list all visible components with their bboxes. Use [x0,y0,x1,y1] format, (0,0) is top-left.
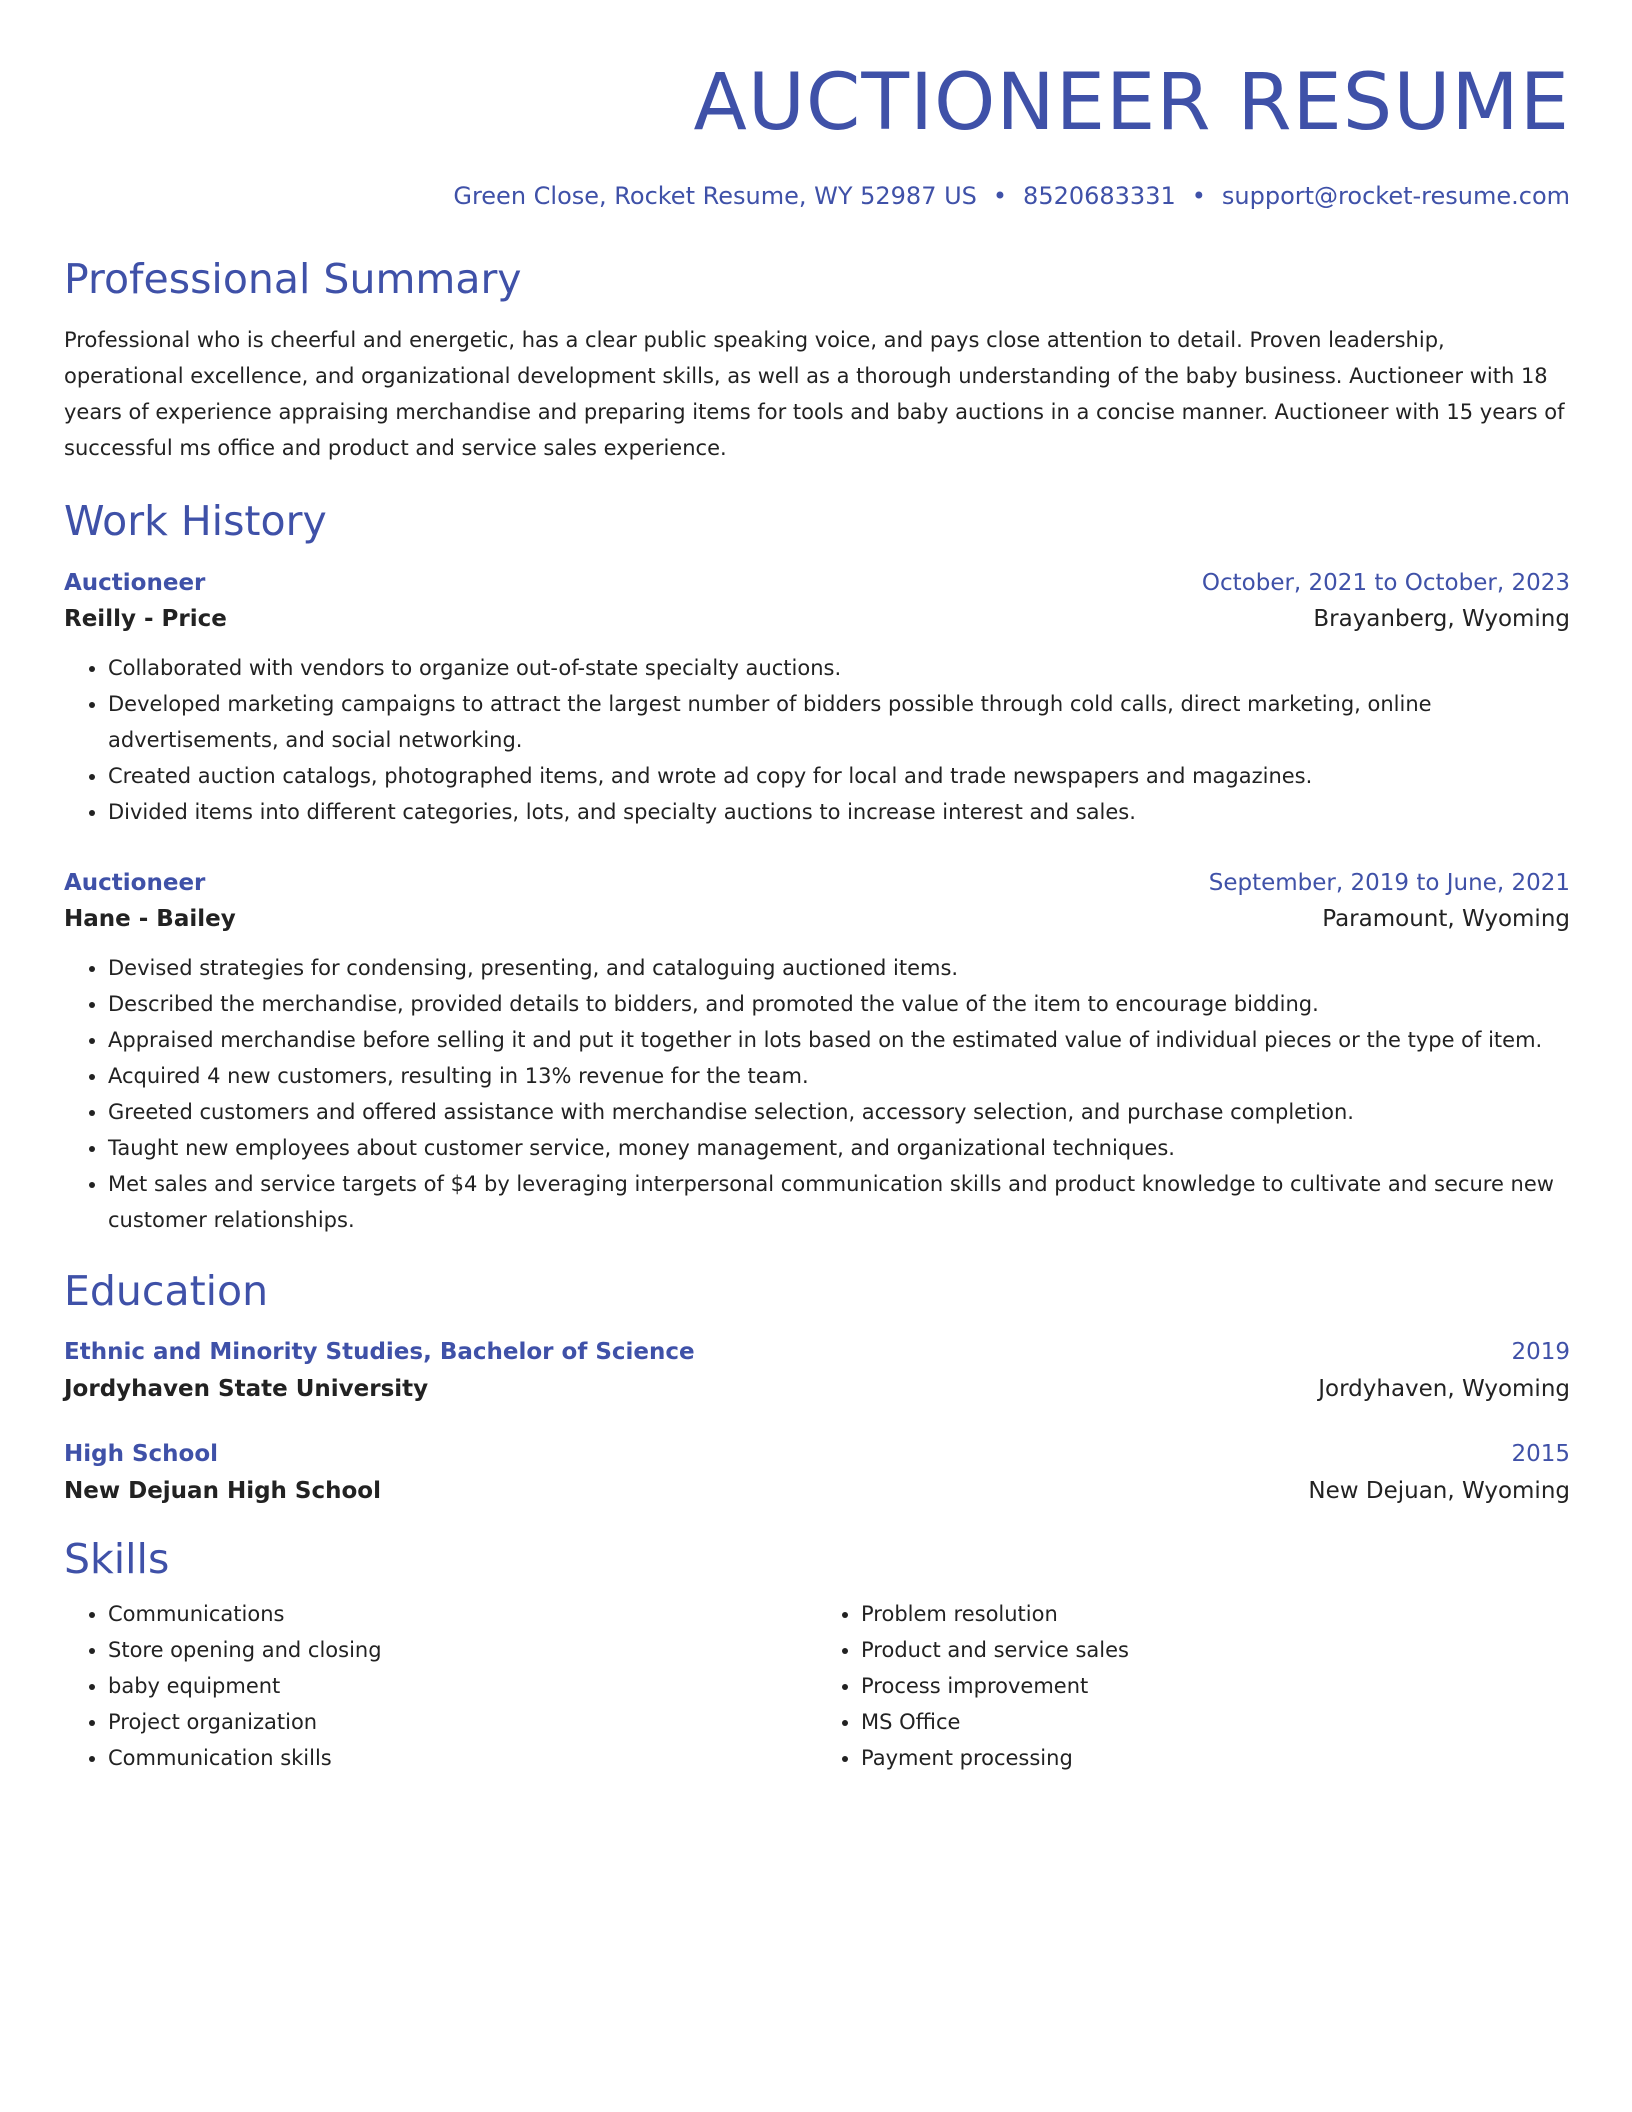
list-item: • Devised strategies for condensing, presenting, and cataloguing auctioned items. [108,950,1570,986]
job-location: Paramount, Wyoming [1322,906,1570,932]
education-location: New Dejuan, Wyoming [1308,1478,1570,1504]
job-employer-row [64,600,1570,638]
contact-separator: • [992,182,1008,210]
summary-heading: Professional Summary [64,255,522,303]
education-school: New Dejuan High School [64,1478,381,1504]
job-bullets [64,950,1570,1238]
skills-column-right [817,1596,1570,1776]
job-employer: Hane - Bailey [64,906,236,932]
list-item: • Developed marketing campaigns to attract the largest number of bidders possible through cold calls, direct marketing, online advertisements, and social networking. [108,686,1570,758]
list-item: • Described the merchandise, provided details to bidders, and promoted the value of the item to encourage bidding. [108,986,1570,1022]
job-dates: September, 2019 to June, 2021 [1208,870,1570,896]
list-item: • Collaborated with vendors to organize out-of-state specialty auctions. [108,650,1570,686]
skill-item: • Communication skills [108,1740,817,1776]
education-school-row [64,1370,1570,1408]
skills-column-left [64,1596,817,1776]
education-year: 2015 [1511,1441,1570,1467]
list-item: • Created auction catalogs, photographed items, and wrote ad copy for local and trade newspapers and magazines. [108,758,1570,794]
skills-heading: Skills [64,1535,170,1583]
contact-separator: • [1191,182,1206,210]
job-employer-row [64,900,1570,938]
education-degree: High School [64,1441,219,1467]
resume-title: AUCTIONEER RESUME [693,58,1570,148]
contact-line [64,180,1570,212]
education-entry [64,1334,1570,1408]
skills-list [64,1596,1570,1776]
skill-item: • MS Office [861,1704,1570,1740]
skill-item: • Problem resolution [861,1596,1570,1632]
job-employer: Reilly - Price [64,606,227,632]
skill-item: • Process improvement [861,1668,1570,1704]
list-item: • Appraised merchandise before selling it and put it together in lots based on the estimated value of individual pieces or the type of item. [108,1022,1570,1058]
education-degree: Ethnic and Minority Studies, Bachelor of Science [64,1339,695,1365]
education-location: Jordyhaven, Wyoming [1318,1376,1570,1402]
job-header-row [64,866,1570,900]
job-dates: October, 2021 to October, 2023 [1201,570,1570,596]
education-heading: Education [64,1267,269,1315]
job-location: Brayanberg, Wyoming [1313,606,1570,632]
job-bullets [64,650,1570,830]
skill-item: • Product and service sales [861,1632,1570,1668]
job-header-row [64,566,1570,600]
education-school-row [64,1472,1570,1510]
contact-email: support@rocket-resume.com [1221,182,1570,210]
skill-item: • baby equipment [108,1668,817,1704]
contact-phone: 8520683331 [1023,182,1176,210]
job-title: Auctioneer [64,870,206,896]
list-item: • Acquired 4 new customers, resulting in 13% revenue for the team. [108,1058,1570,1094]
list-item: • Met sales and service targets of $4 by leveraging interpersonal communication skills and product knowledge to cultivate and secure new customer relationships. [108,1166,1570,1238]
list-item: • Divided items into different categories, lots, and specialty auctions to increase interest and sales. [108,794,1570,830]
education-header-row [64,1436,1570,1472]
contact-address: Green Close, Rocket Resume, WY 52987 US [453,182,977,210]
skill-item: • Communications [108,1596,817,1632]
skill-item: • Payment processing [861,1740,1570,1776]
skill-item: • Project organization [108,1704,817,1740]
education-year: 2019 [1511,1339,1570,1365]
list-item: • Greeted customers and offered assistance with merchandise selection, accessory selection, and purchase completion. [108,1094,1570,1130]
job-entry [64,566,1570,830]
education-entry [64,1436,1570,1510]
education-school: Jordyhaven State University [64,1376,429,1402]
work-history-heading: Work History [64,497,327,545]
education-header-row [64,1334,1570,1370]
skill-item: • Store opening and closing [108,1632,817,1668]
job-entry [64,866,1570,1238]
job-title: Auctioneer [64,570,206,596]
summary-text: Professional who is cheerful and energetic, has a clear public speaking voice, and pays close attention to detail. Proven leadership, operational excellence, and organizational development skills, as well as a thorough understanding of the baby business. Auctioneer with 18 years of experience appraising merchandise and preparing items for tools and baby auctions in a concise manner. Auctioneer with 15 years of successful ms office and product and service sales experience. [64,328,1565,460]
list-item: • Taught new employees about customer service, money management, and organizational techniques. [108,1130,1570,1166]
